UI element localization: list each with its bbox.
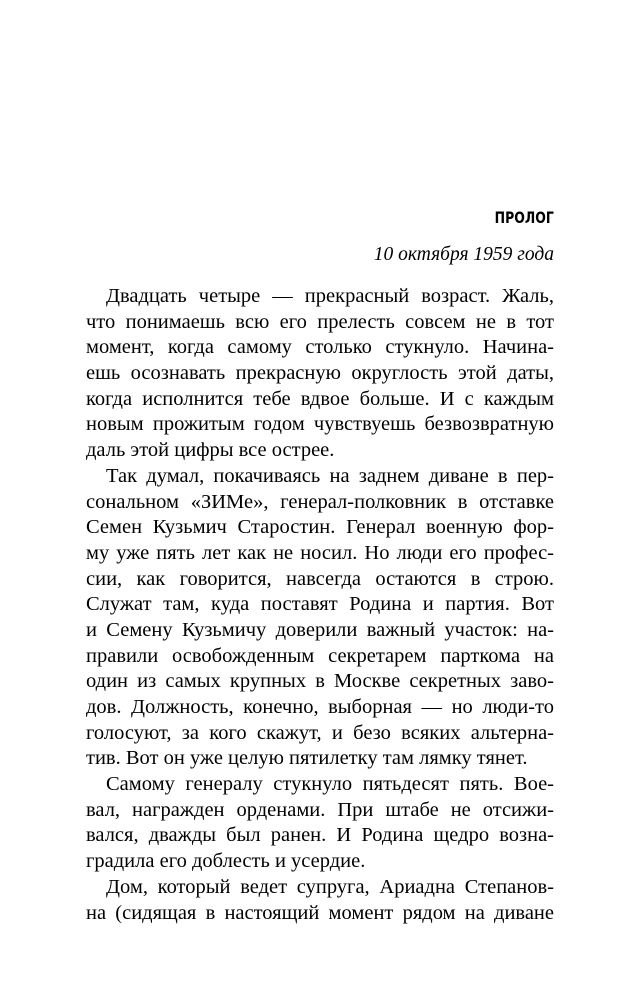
- text-line: дов. Должность, конечно, выборная — но люди-то: [86, 696, 554, 718]
- text-line: Двадцать четыре — прекрасный возраст. Жаль,: [106, 285, 554, 307]
- text-line: и Семену Кузьмичу доверили важный участок: на-: [86, 618, 554, 641]
- text-line: Самому генералу стукнуло пятьдесят пять. Вое-: [106, 773, 554, 796]
- text-line: вался, дважды был ранен. И Родина щедро возна-: [86, 824, 554, 847]
- text-line: когда исполнится тебе вдвое больше. И с каждым: [86, 387, 554, 410]
- text-line: что понимаешь всю его прелесть совсем не в тот: [86, 310, 554, 333]
- text-line: градила его доблесть и усердие.: [86, 850, 366, 873]
- text-line: правили освобожденным секретарем парткома на: [86, 644, 554, 667]
- text-line: Служат там, куда поставят Родина и партия. Вот: [86, 593, 554, 616]
- chapter-heading: ПРОЛОГ: [494, 208, 554, 227]
- text-line: сии, как говорится, навсегда остаются в строю.: [86, 567, 554, 590]
- text-line: один из самых крупных в Москве секретных заво-: [86, 670, 554, 693]
- text-line: ешь осознавать прекрасную округлость этой даты,: [86, 362, 554, 385]
- text-line: сональном «ЗИМе», генерал-полковник в отставке: [86, 490, 554, 513]
- text-line: вал, награжден орденами. При штабе не отсижи-: [86, 798, 554, 821]
- paragraph-4: [86, 875, 554, 926]
- paragraph-3: [86, 772, 554, 875]
- book-page: [86, 0, 554, 1000]
- text-line: на (сидящая в настоящий момент рядом на диване: [86, 901, 554, 924]
- text-line: Так думал, покачиваясь на заднем диване в пер-: [106, 464, 554, 487]
- text-line: даль этой цифры все острее.: [86, 439, 335, 462]
- text-line: тив. Вот он уже целую пятилетку там лямку тянет.: [86, 747, 528, 770]
- text-line: момент, когда самому столько стукнуло. Начина-: [86, 336, 554, 359]
- text-line: му уже пять лет как не носил. Но люди его профес-: [86, 541, 554, 564]
- paragraph-1: [86, 284, 554, 464]
- body-text: [86, 284, 554, 926]
- text-line: Дом, который ведет супруга, Ариадна Степанов-: [106, 875, 554, 898]
- chapter-date: 10 октября 1959 года: [373, 244, 554, 265]
- paragraph-2: [86, 464, 554, 772]
- text-line: новым прожитым годом чувствуешь безвозвратную: [86, 413, 554, 436]
- text-line: голосуют, за кого скажут, и безо всяких альтерна-: [86, 721, 554, 744]
- text-line: Семен Кузьмич Старостин. Генерал военную фор-: [86, 516, 554, 539]
